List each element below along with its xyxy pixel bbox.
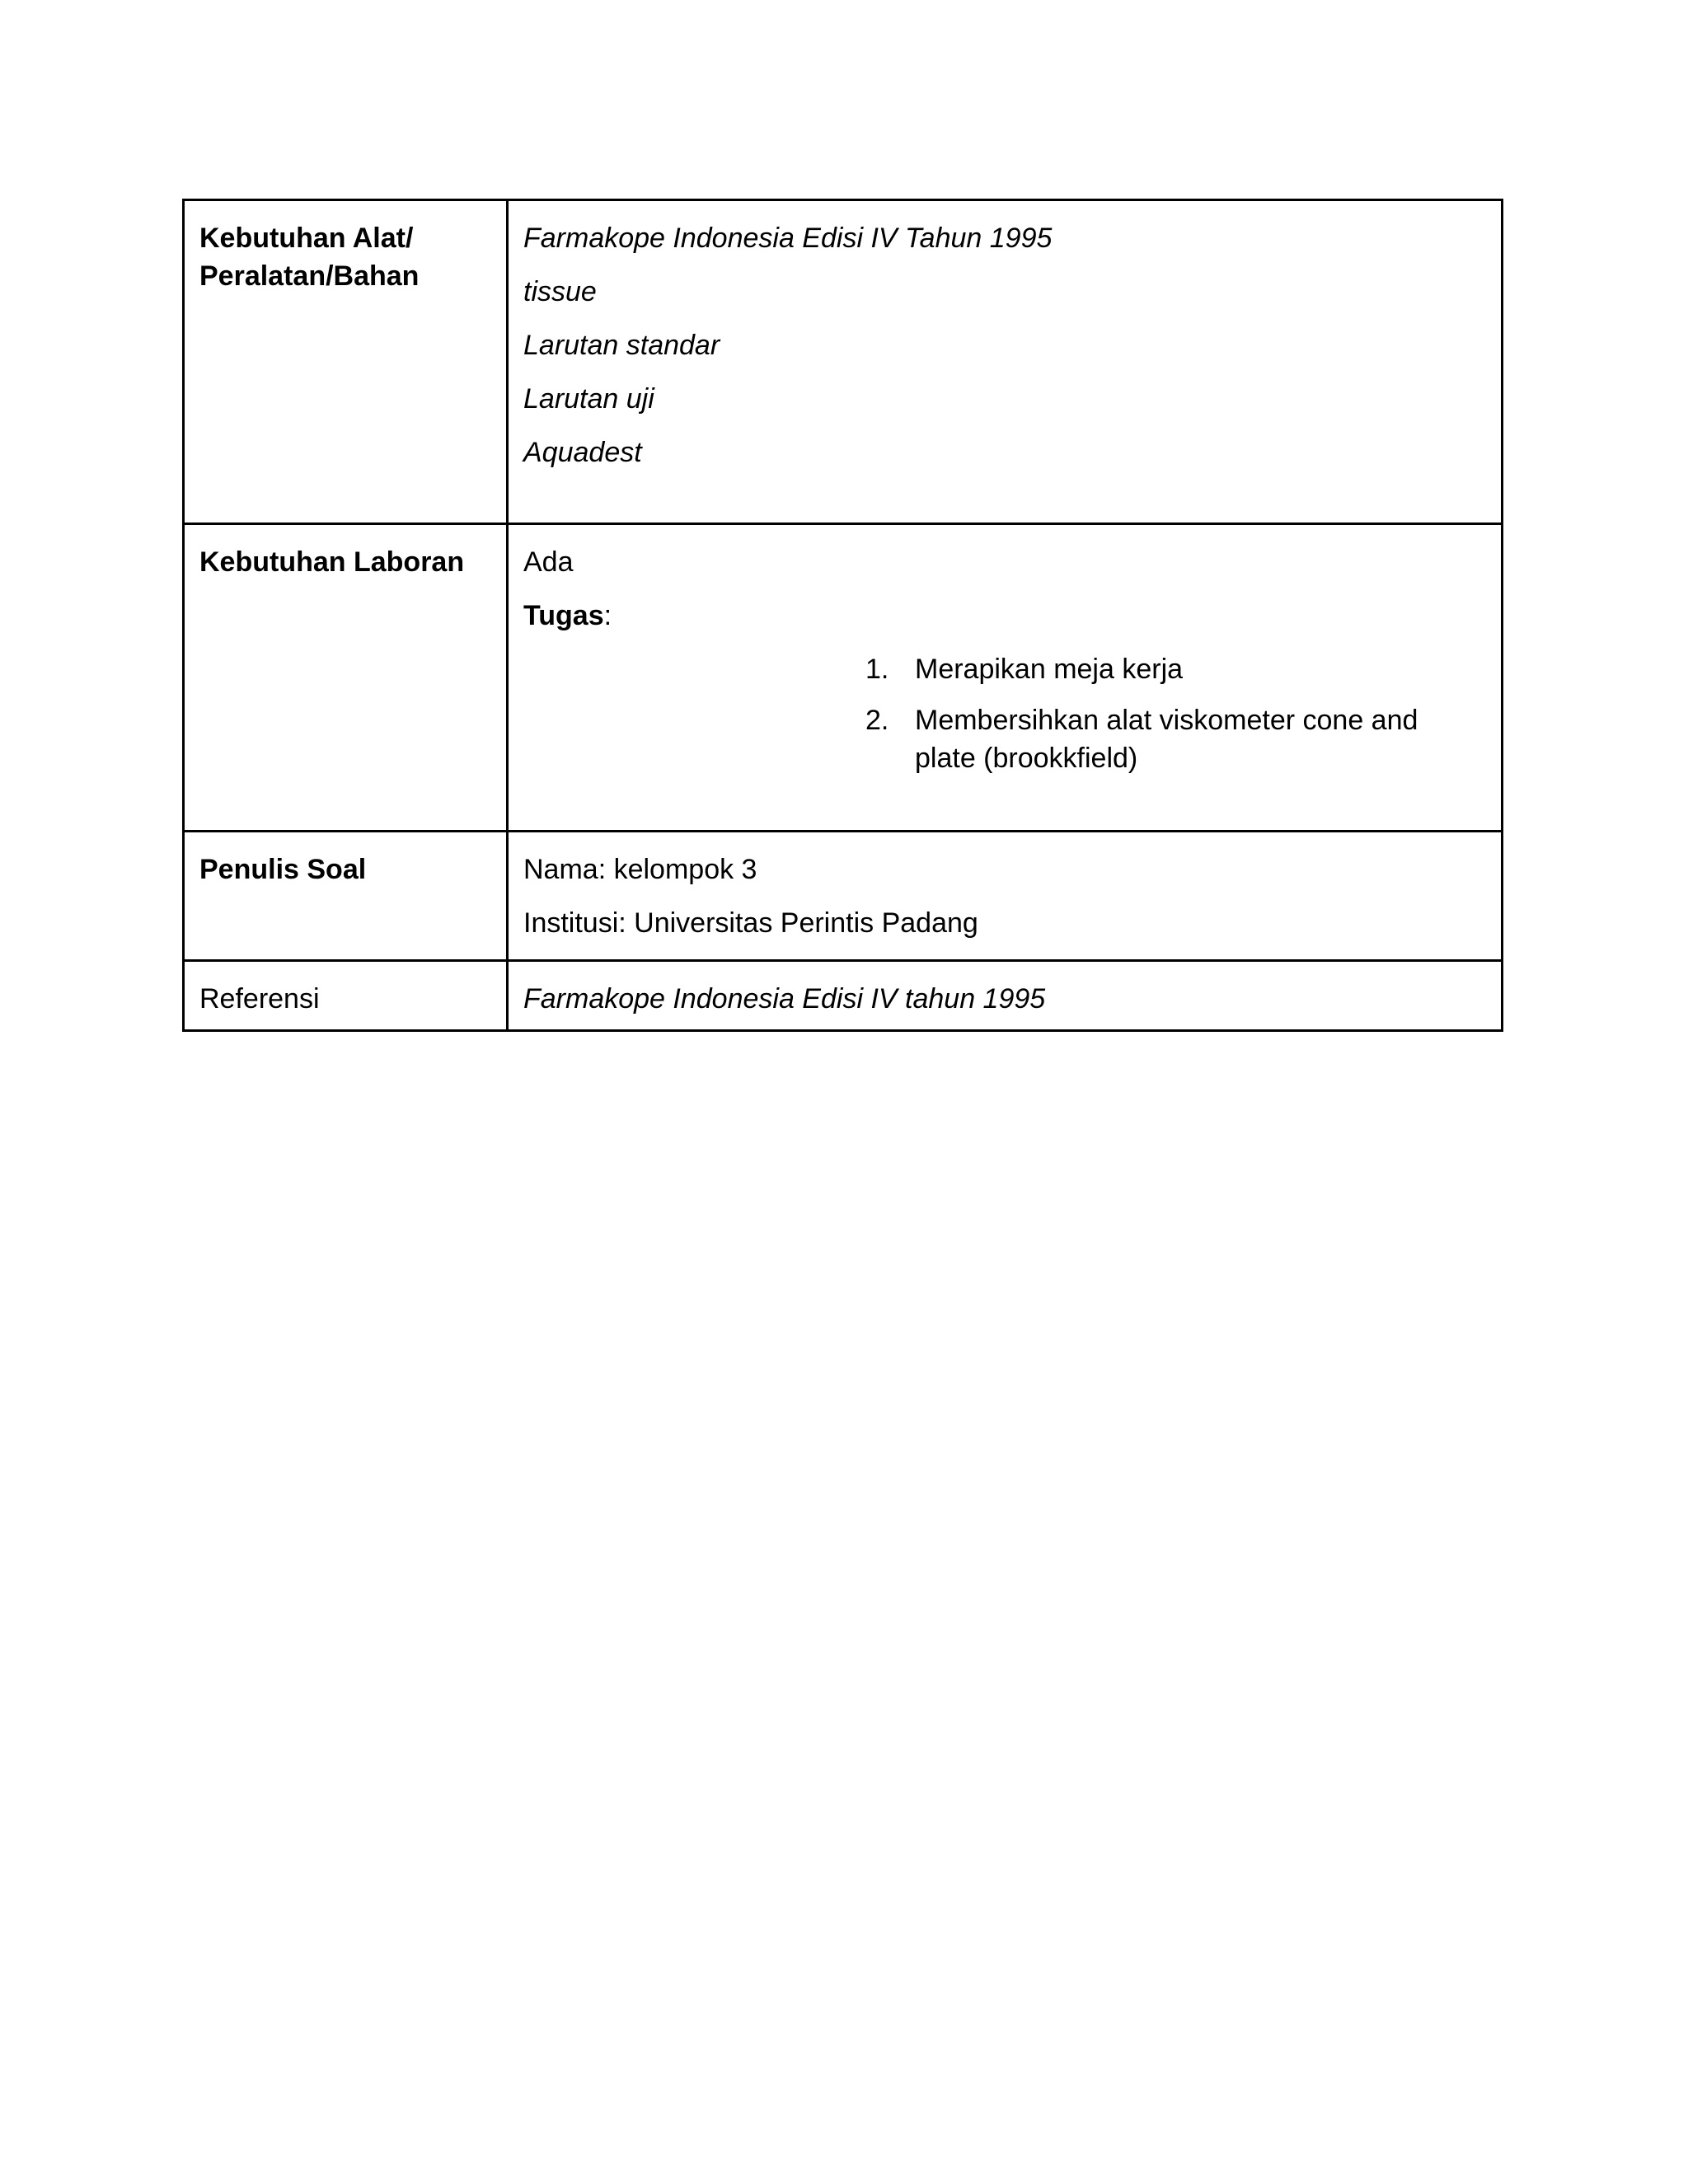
list-item: Larutan uji [523,383,654,415]
row-label-cell [184,832,508,961]
tugas-label: Tugas [523,600,604,631]
table-row-kebutuhan-laboran [184,524,1503,832]
list-item: tissue [523,276,597,307]
tugas-colon: : [603,600,612,631]
row-value-cell [508,961,1503,1031]
task-number: 2. [865,705,889,736]
row-label: Peralatan/Bahan [199,260,420,292]
row-label-cell [184,524,508,832]
laboran-status: Ada [523,546,574,578]
row-value-cell [508,832,1503,961]
table-row-kebutuhan-alat [184,200,1503,524]
tugas-heading [523,597,1486,635]
document-table [182,199,1503,1032]
row-label: Penulis Soal [199,854,367,885]
list-item: Larutan standar [523,330,720,361]
row-label: Kebutuhan Alat/ [199,223,414,254]
list-item [865,650,1486,688]
author-name: Nama: kelompok 3 [523,854,757,885]
row-label-cell [184,200,508,524]
task-text: Merapikan meja kerja [915,654,1184,685]
task-list [523,650,1486,777]
table-row-penulis-soal [184,832,1503,961]
row-value-cell [508,524,1503,832]
table-row-referensi [184,961,1503,1031]
reference-text: Farmakope Indonesia Edisi IV tahun 1995 [523,983,1046,1015]
task-number: 1. [865,654,889,685]
row-label: Kebutuhan Laboran [199,546,465,578]
author-institution: Institusi: Universitas Perintis Padang [523,907,978,939]
row-value-cell [508,200,1503,524]
task-text: Membersihkan alat viskometer cone and plate (brookkfield) [915,705,1418,774]
list-item: Farmakope Indonesia Edisi IV Tahun 1995 [523,223,1053,254]
row-label: Referensi [199,983,320,1015]
row-label-cell [184,961,508,1031]
list-item: Aquadest [523,437,642,468]
list-item [865,701,1486,777]
